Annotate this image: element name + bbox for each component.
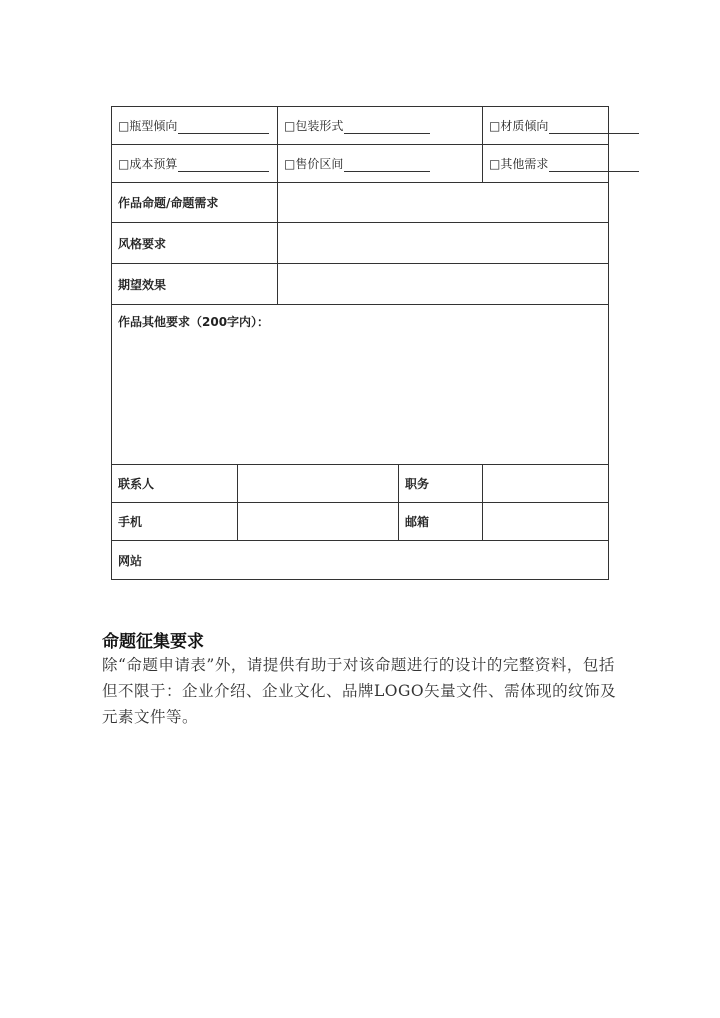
section-title: 命题征集要求 bbox=[102, 632, 204, 652]
fill-line[interactable] bbox=[178, 121, 269, 134]
position-field[interactable] bbox=[483, 465, 609, 503]
proposal-form-table bbox=[111, 106, 609, 580]
style-row bbox=[112, 223, 609, 264]
option-cost-budget[interactable] bbox=[112, 145, 278, 183]
fill-line[interactable] bbox=[549, 121, 639, 134]
email-label: 邮箱 bbox=[399, 503, 483, 541]
effect-row bbox=[112, 264, 609, 305]
contact-label: 联系人 bbox=[112, 465, 238, 503]
work-title-row bbox=[112, 183, 609, 223]
option-packaging-form[interactable] bbox=[278, 107, 483, 145]
other-req-row bbox=[112, 305, 609, 465]
contact-row bbox=[112, 465, 609, 503]
option-price-range-label: □售价区间 bbox=[284, 157, 344, 171]
phone-row bbox=[112, 503, 609, 541]
fill-line[interactable] bbox=[549, 159, 639, 172]
effect-label: 期望效果 bbox=[112, 264, 278, 305]
work-title-field[interactable] bbox=[278, 183, 609, 223]
option-bottle-type-label: □瓶型倾向 bbox=[118, 119, 178, 133]
work-title-label: 作品命题/命题需求 bbox=[112, 183, 278, 223]
phone-label: 手机 bbox=[112, 503, 238, 541]
effect-field[interactable] bbox=[278, 264, 609, 305]
options-row-1 bbox=[112, 107, 609, 145]
option-material[interactable] bbox=[483, 107, 609, 145]
section-body: 除“命题申请表”外，请提供有助于对该命题进行的设计的完整资料，包括但不限于：企业介绍、企业文化、品牌LOGO矢量文件、需体现的纹饰及元素文件等。 bbox=[102, 656, 617, 726]
position-label: 职务 bbox=[399, 465, 483, 503]
website-row bbox=[112, 541, 609, 580]
contact-field[interactable] bbox=[238, 465, 399, 503]
other-req-field[interactable] bbox=[112, 305, 609, 465]
fill-line[interactable] bbox=[344, 159, 430, 172]
options-row-2 bbox=[112, 145, 609, 183]
option-other-needs-label: □其他需求 bbox=[489, 157, 549, 171]
phone-field[interactable] bbox=[238, 503, 399, 541]
option-material-label: □材质倾向 bbox=[489, 119, 549, 133]
other-req-label: 作品其他要求（200字内）： bbox=[118, 315, 270, 329]
style-field[interactable] bbox=[278, 223, 609, 264]
website-field[interactable] bbox=[112, 541, 609, 580]
option-cost-budget-label: □成本预算 bbox=[118, 157, 178, 171]
fill-line[interactable] bbox=[178, 159, 269, 172]
style-label: 风格要求 bbox=[112, 223, 278, 264]
website-label: 网站 bbox=[118, 553, 143, 568]
fill-line[interactable] bbox=[344, 121, 430, 134]
option-price-range[interactable] bbox=[278, 145, 483, 183]
option-packaging-form-label: □包装形式 bbox=[284, 119, 344, 133]
option-other-needs[interactable] bbox=[483, 145, 609, 183]
option-bottle-type[interactable] bbox=[112, 107, 278, 145]
email-field[interactable] bbox=[483, 503, 609, 541]
